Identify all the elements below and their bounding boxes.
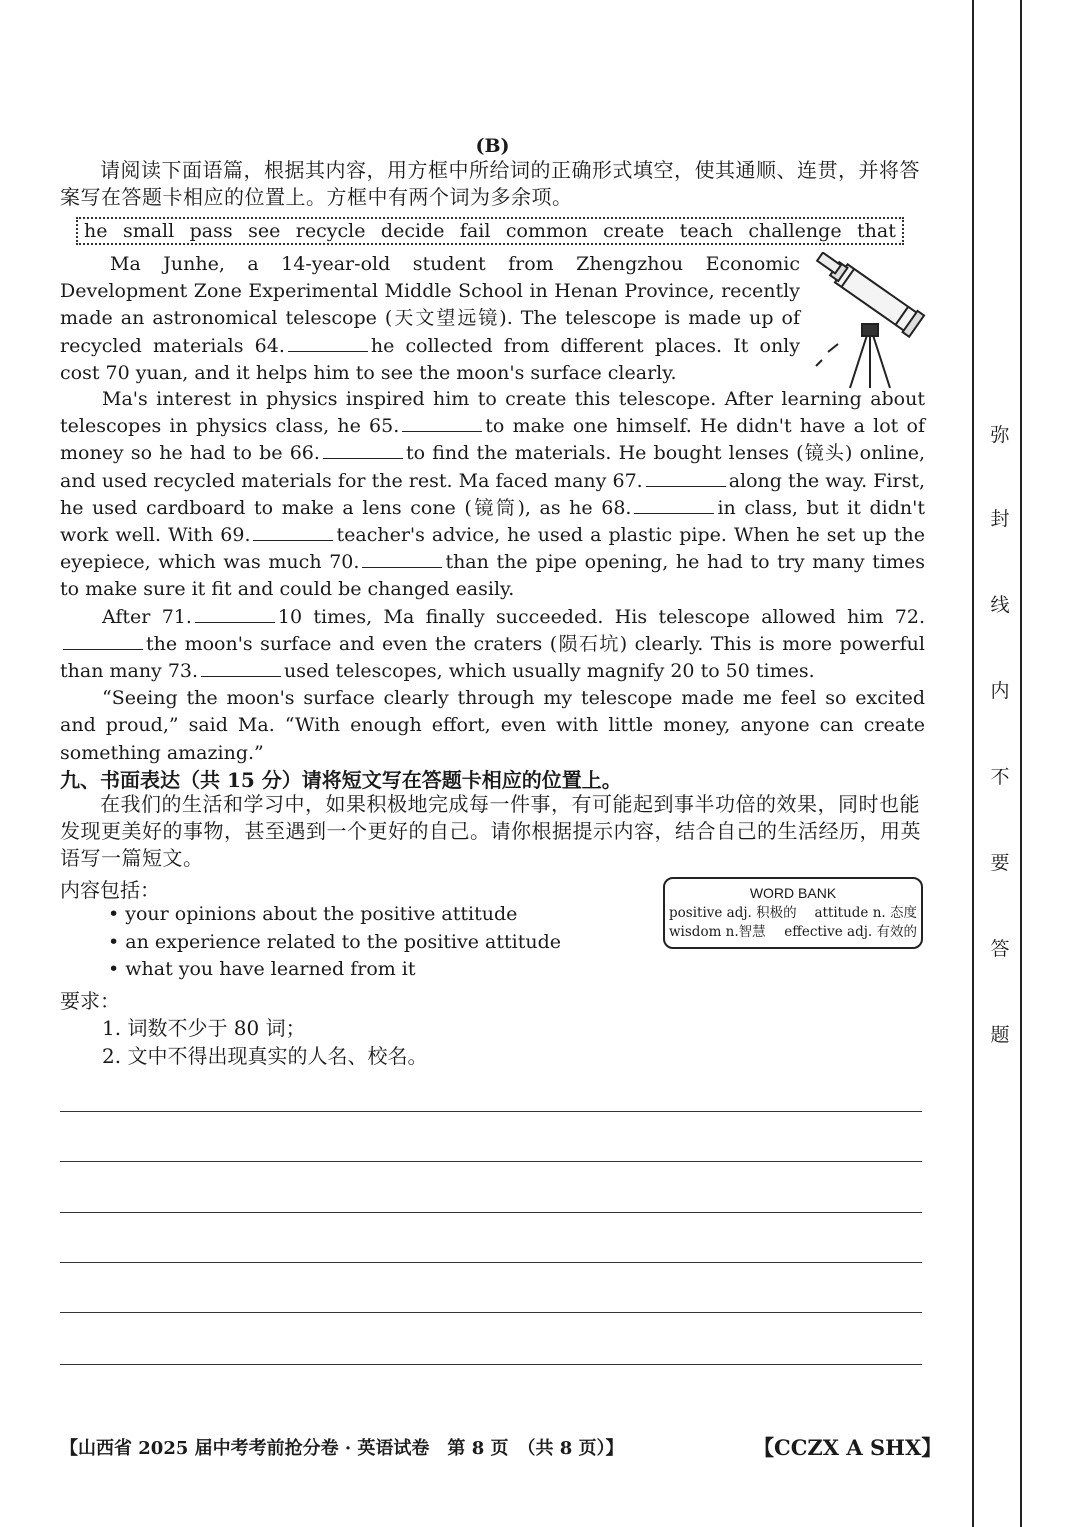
word-box-item: small xyxy=(122,220,175,242)
word-box-item: that xyxy=(857,220,896,242)
word-bank-entry: effective adj. 有效的 xyxy=(784,924,917,940)
blank-68[interactable] xyxy=(634,495,714,514)
word-box-item: teach xyxy=(679,220,733,242)
section-label: (B) xyxy=(475,135,510,157)
writing-heading: 九、书面表达（共 15 分）请将短文写在答题卡相应的位置上。 xyxy=(60,768,622,792)
requirements-heading: 要求： xyxy=(60,989,120,1013)
passage-paragraph-1: Ma Junhe, a 14-year-old student from Zhengzhou Economic Development Zone Experimental Middle School in Henan Province, recently made an astronomical telescope (天文望远镜). The telescope is made up of recycled materials 64. he collected from different places. It only cost 70 yuan, and it helps him to see the moon's surface clearly. xyxy=(60,253,800,384)
word-bank-entry: wisdom n.智慧 xyxy=(669,924,766,940)
telescope-illustration xyxy=(808,252,933,392)
word-bank-title: WORD BANK xyxy=(749,885,837,901)
blank-72[interactable] xyxy=(63,631,143,650)
seal-char: 内 xyxy=(990,680,1010,702)
blank-73[interactable] xyxy=(201,658,281,677)
blank-69[interactable] xyxy=(253,522,333,541)
word-box-item: decide xyxy=(380,220,445,242)
word-box-item: see xyxy=(248,220,281,242)
list-item: • your opinions about the positive attitude xyxy=(108,901,561,929)
passage-body xyxy=(60,386,925,767)
content-heading: 内容包括： xyxy=(60,878,160,902)
blank-65[interactable] xyxy=(402,413,482,432)
blank-67[interactable] xyxy=(646,468,726,487)
content-list xyxy=(108,901,561,984)
requirement-item: 1. 词数不少于 80 词； xyxy=(102,1016,306,1040)
writing-line[interactable] xyxy=(60,1212,922,1213)
passage-paragraph-4: “Seeing the moon's surface clearly through my telescope made me feel so excited and proud,” said Ma. “With enough effort, even with little money, anyone can create something amazing.” xyxy=(60,687,925,764)
requirement-item: 2. 文中不得出现真实的人名、校名。 xyxy=(102,1044,428,1068)
word-bank-entry: attitude n. 态度 xyxy=(814,905,917,921)
word-box-item: fail xyxy=(459,220,491,242)
footer-code: 【CCZX A SHX】 xyxy=(753,1435,943,1460)
word-box xyxy=(76,217,904,245)
seal-char: 答 xyxy=(990,938,1010,960)
footer-title: 【山西省 2025 届中考考前抢分卷 · 英语试卷 第 8 页 （共 8 页）】 xyxy=(60,1438,624,1459)
word-box-item: recycle xyxy=(295,220,366,242)
blank-66[interactable] xyxy=(323,440,403,459)
seal-char: 线 xyxy=(990,594,1010,616)
word-bank xyxy=(663,877,923,949)
word-box-item: common xyxy=(505,220,588,242)
blank-64[interactable] xyxy=(288,333,368,352)
writing-line[interactable] xyxy=(60,1111,922,1112)
seal-char: 弥 xyxy=(990,424,1010,446)
blank-71[interactable] xyxy=(195,604,275,623)
passage-paragraph-2: Ma's interest in physics inspired him to create this telescope. After learning about telescopes in physics class, he 65. to make one himself. He didn't have a lot of money so he had to be 66. to find the materials. He bought lenses (镜头) online, and used recycled materials for the rest. Ma faced many 67. along the way. First, he used cardboard to make a lens cone (镜筒), as he 68. in class, but it didn't work well. With 69. teacher's advice, he used a plastic pipe. When he set up the eyepiece, which was much 70. than the pipe opening, he had to try many times to make sure it fit and could be changed easily. xyxy=(60,388,925,601)
writing-line[interactable] xyxy=(60,1161,922,1162)
margin-divider xyxy=(1020,0,1022,1527)
passage-paragraph-3: After 71. 10 times, Ma finally succeeded. His telescope allowed him 72.the moon's surface and even the craters (陨石坑) clearly. This is more powerful than many 73. used telescopes, which usually magnify 20 to 50 times. xyxy=(60,605,925,683)
margin-divider xyxy=(972,0,974,1527)
instructions: 请阅读下面语篇，根据其内容，用方框中所给词的正确形式填空，使其通顺、连贯，并将答案写在答题卡相应的位置上。方框中有两个词为多余项。 xyxy=(60,158,920,209)
seal-char: 题 xyxy=(990,1024,1010,1046)
seal-char: 封 xyxy=(990,508,1010,530)
seal-char: 不 xyxy=(990,766,1010,788)
seal-char: 要 xyxy=(990,852,1010,874)
writing-line[interactable] xyxy=(60,1312,922,1313)
blank-70[interactable] xyxy=(362,549,442,568)
writing-prompt: 在我们的生活和学习中，如果积极地完成每一件事，有可能起到事半功倍的效果，同时也能发现更美好的事物，甚至遇到一个更好的自己。请你根据提示内容，结合自己的生活经历，用英语写一篇短文。 xyxy=(60,792,921,870)
word-box-item: he xyxy=(84,220,108,242)
word-bank-entry: positive adj. 积极的 xyxy=(669,905,797,921)
writing-line[interactable] xyxy=(60,1262,922,1263)
list-item: • an experience related to the positive attitude xyxy=(108,929,561,957)
word-box-item: create xyxy=(603,220,665,242)
list-item: • what you have learned from it xyxy=(108,956,561,984)
word-box-item: pass xyxy=(189,220,233,242)
word-box-item: challenge xyxy=(748,220,842,242)
writing-line[interactable] xyxy=(60,1364,922,1365)
